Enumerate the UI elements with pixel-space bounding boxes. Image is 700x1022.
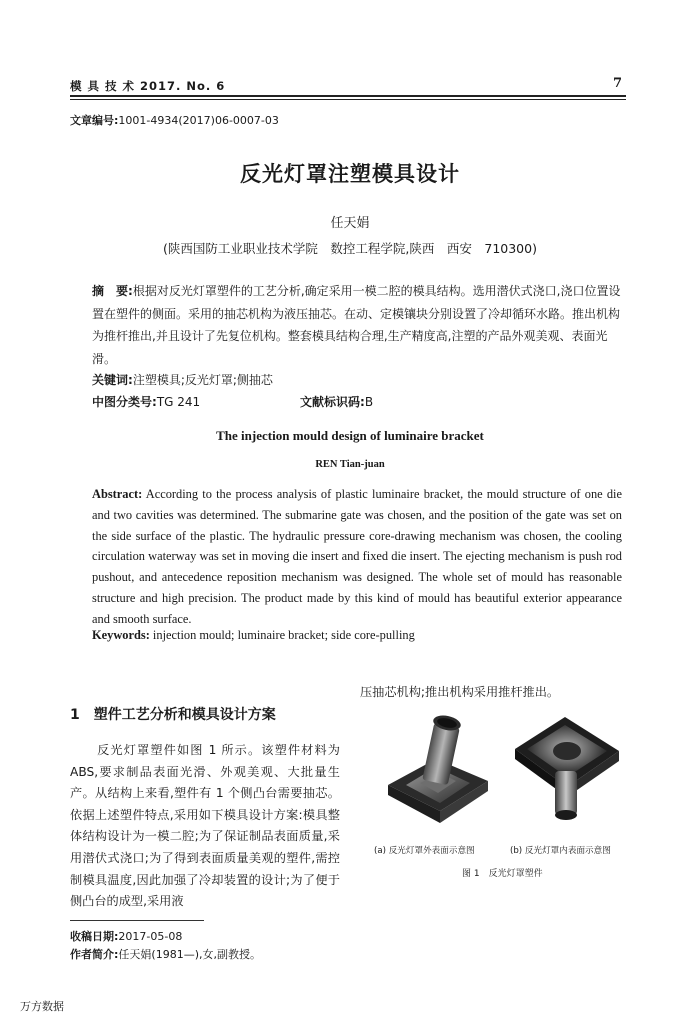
section-1-heading	[70, 704, 276, 724]
author-bio	[70, 946, 261, 962]
clc-value: TG 241	[156, 395, 201, 409]
header-rule-thin	[70, 99, 626, 100]
section-1-title: 塑件工艺分析和模具设计方案	[93, 707, 276, 723]
clc-number	[92, 393, 200, 410]
english-title: The injection mould design of luminaire bracket	[216, 428, 484, 443]
bio-label: 作者简介:	[70, 948, 119, 961]
author-name: 任天娟	[330, 216, 370, 231]
article-number-value: 1001-4934(2017)06-0007-03	[118, 114, 279, 127]
abstract-cn-text: 根据对反光灯罩塑件的工艺分析,确定采用一模二腔的模具结构。选用潜伏式浇口,浇口位置设置在塑件的侧面。采用的抽芯机构为液压抽芯。在动、定模镶块分别设置了冷却循环水路。推出机构为推杆推出,并且设计了先复位机构。整套模具结构合理,生产精度高,注塑的产品外观美观、表面光滑。	[92, 284, 621, 366]
watermark: 万方数据	[20, 1000, 64, 1013]
english-abstract-text: According to the process analysis of plastic luminaire bracket, the mould structure of one die and two cavities was determined. The submarine gate was chosen, and the position of the gate was set on the side surface of the plastic. The hydraulic pressure core-drawing mechanism was chosen, the cooling circulation waterway was set in moving die insert and fixed die insert. The ejecting mechanism is push rod pushout, and antecedence reposition mechanism was designed. The whole set of mould has reasonable structure and high precision. The product made by this kind of mould has beautiful exterior appearance and smooth surface.	[92, 487, 622, 626]
figure-1b-interior	[507, 711, 625, 829]
right-column-continuation: 压抽芯机构;推出机构采用推杆推出。	[360, 685, 560, 699]
paper-title: 反光灯罩注塑模具设计	[240, 162, 460, 186]
bio-value: 任天娟(1981—),女,副教授。	[118, 948, 261, 961]
received-label: 收稿日期:	[70, 930, 119, 943]
footnote-rule	[70, 920, 204, 921]
keywords-cn-text: 注塑模具;反光灯罩;侧抽芯	[132, 373, 273, 387]
document-code	[300, 393, 373, 410]
received-value: 2017-05-08	[118, 930, 183, 943]
keywords-cn	[92, 371, 273, 388]
running-header: 模 具 技 术 2017. No. 6	[70, 79, 226, 93]
doc-code-label: 文献标识码:	[300, 395, 365, 409]
english-keywords	[92, 628, 415, 643]
article-number	[70, 112, 279, 128]
english-abstract	[92, 484, 622, 630]
clc-label: 中图分类号:	[92, 395, 157, 409]
figure-1a-exterior	[384, 707, 494, 827]
section-1-paragraph-text: 反光灯罩塑件如图 1 所示。该塑件材料为 ABS,要求制品表面光滑、外观美观、大批量生产。从结构上来看,塑件有 1 个侧凸台需要抽芯。依据上述塑件特点,采用如下模具设计方案:模具整体结构设计为一模二腔;为了保证制品表面质量,采用潜伏式浇口;为了得到表面质量美观的塑件,需控制模具温度,因此加强了冷却装置的设计;为了便于侧凸台的成型,采用液	[70, 743, 340, 909]
article-number-label: 文章编号:	[70, 114, 119, 127]
abstract-cn-label: 摘 要:	[92, 284, 133, 298]
doc-code-value: B	[364, 395, 374, 409]
keywords-cn-label: 关键词:	[92, 373, 133, 387]
english-author: REN Tian-juan	[315, 459, 385, 470]
english-keywords-text: injection mould; luminaire bracket; side core-pulling	[149, 628, 415, 642]
received-date	[70, 928, 182, 944]
affiliation: (陕西国防工业职业技术学院 数控工程学院,陕西 西安 710300)	[163, 241, 537, 256]
abstract-cn	[92, 280, 622, 370]
section-1-number: 1	[70, 707, 80, 723]
figure-1-caption: 图 1 反光灯罩塑件	[462, 869, 543, 879]
section-1-paragraph	[70, 740, 340, 913]
figure-1a-caption: (a) 反光灯罩外表面示意图	[374, 846, 475, 856]
figure-1b-caption: (b) 反光灯罩内表面示意图	[510, 846, 611, 856]
english-keywords-label: Keywords:	[92, 628, 150, 642]
header-rule-thick	[70, 95, 626, 97]
english-abstract-label: Abstract:	[92, 487, 143, 501]
page-number: 7	[613, 76, 623, 91]
